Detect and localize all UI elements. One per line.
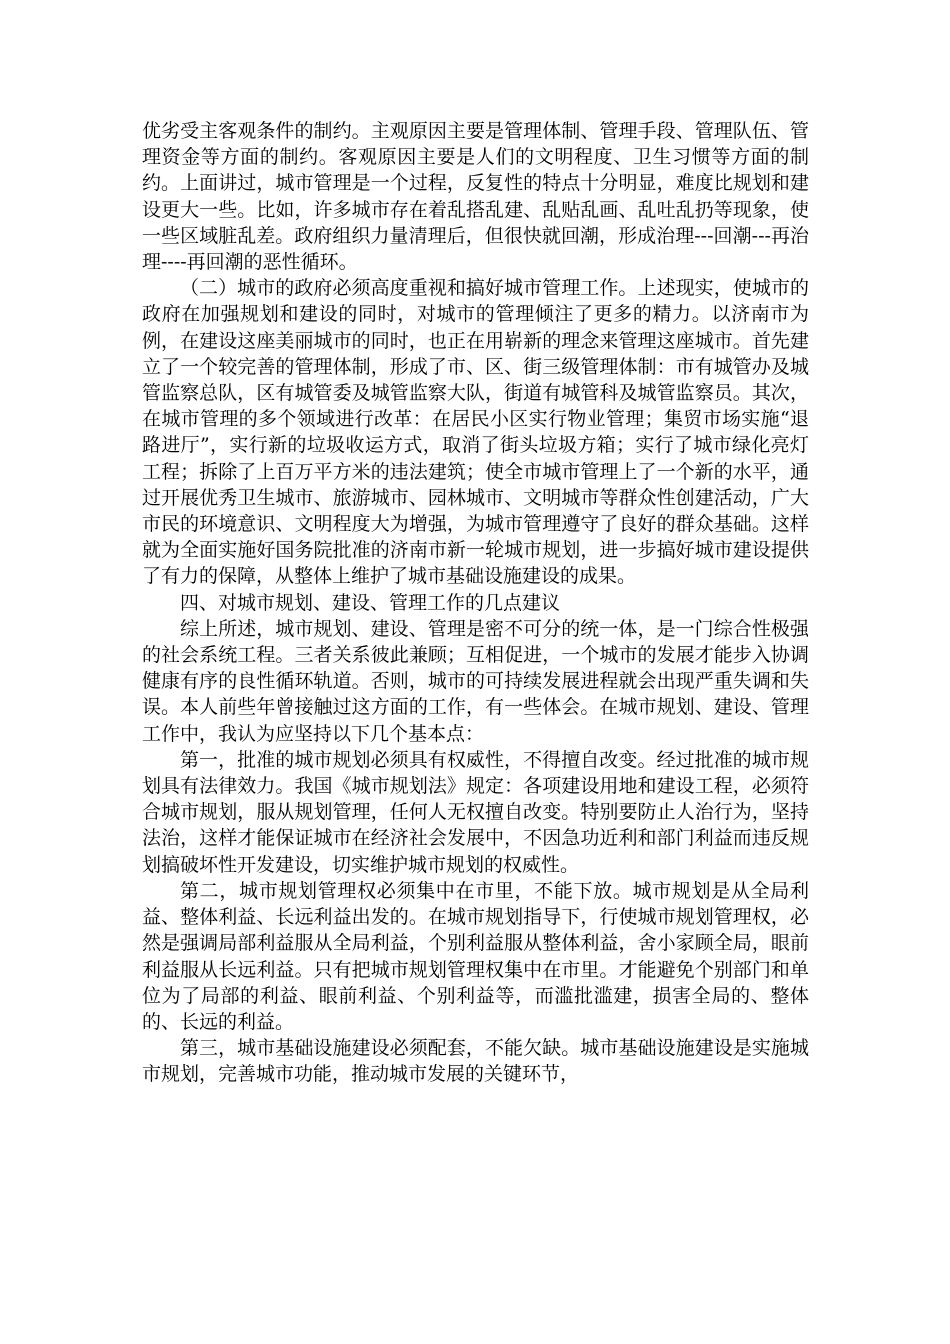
paragraph-point-three: 第三，城市基础设施建设必须配套，不能欠缺。城市基础设施建设是实施城市规划，完善城市功能，推动城市发展的关键环节， bbox=[142, 1037, 809, 1086]
paragraph-point-two: 第二，城市规划管理权必须集中在市里，不能下放。城市规划是从全局利益、整体利益、长远利益出发的。在城市规划指导下，行使城市规划管理权，必然是强调局部利益服从全局利益，个别利益服从整体利益，舍小家顾全局，眼前利益服从长远利益。只有把城市规划管理权集中在市里。才能避免个别部门和单位为了局部的利益、眼前利益、个别利益等，而滥批滥建，损害全局的、整体的、长远的利益。 bbox=[142, 879, 809, 1033]
paragraph-point-one: 第一，批准的城市规划必须具有权威性，不得擅自改变。经过批准的城市规划具有法律效力。我国《城市规划法》规定：各项建设用地和建设工程，必须符合城市规划，服从规划管理，任何人无权擅自改变。特别要防止人治行为，坚持法治，这样才能保证城市在经济社会发展中，不因急功近利和部门利益而违反规划搞破坏性开发建设，切实维护城市规划的权威性。 bbox=[142, 748, 809, 876]
paragraph-management-constraints: 优劣受主客观条件的制约。主观原因主要是管理体制、管理手段、管理队伍、管理资金等方面的制约。客观原因主要是人们的文明程度、卫生习惯等方面的制约。上面讲过，城市管理是一个过程，反复性的特点十分明显，难度比规划和建设更大一些。比如，许多城市存在着乱搭乱建、乱贴乱画、乱吐乱扔等现象，使一些区域脏乱差。政府组织力量清理后，但很快就回潮，形成治理---回潮---再治理----再回潮的恶性循环。 bbox=[142, 120, 809, 274]
section-heading-suggestions: 四、对城市规划、建设、管理工作的几点建议 bbox=[180, 591, 561, 614]
paragraph-summary: 综上所述，城市规划、建设、管理是密不可分的统一体，是一门综合性极强的社会系统工程。三者关系彼此兼顾；互相促进，一个城市的发展才能步入协调健康有序的良性循环轨道。否则，城市的可持续发展进程就会出现严重失调和失误。本人前些年曾接触过这方面的工作，有一些体会。在城市规划、建设、管理工作中，我认为应坚持以下几个基本点： bbox=[142, 617, 809, 745]
document-page bbox=[142, 118, 809, 1088]
paragraph-government-management: （二）城市的政府必须高度重视和搞好城市管理工作。上述现实，使城市的政府在加强规划和建设的同时，对城市的管理倾注了更多的精力。以济南市为例，在建设这座美丽城市的同时，也正在用崭新的理念来管理这座城市。首先建立了一个较完善的管理体制，形成了市、区、街三级管理体制：市有城管办及城管监察总队，区有城管委及城管监察大队，街道有城管科及城管监察员。其次，在城市管理的多个领域进行改革：在居民小区实行物业管理；集贸市场实施“退路进厅”，实行新的垃圾收运方式，取消了街头垃圾方箱；实行了城市绿化亮灯工程；拆除了上百万平方米的违法建筑；使全市城市管理上了一个新的水平，通过开展优秀卫生城市、旅游城市、园林城市、文明城市等群众性创建活动，广大市民的环境意识、文明程度大为增强，为城市管理遵守了良好的群众基础。这样就为全面实施好国务院批准的济南市新一轮城市规划，进一步搞好城市建设提供了有力的保障，从整体上维护了城市基础设施建设的成果。 bbox=[142, 277, 809, 588]
